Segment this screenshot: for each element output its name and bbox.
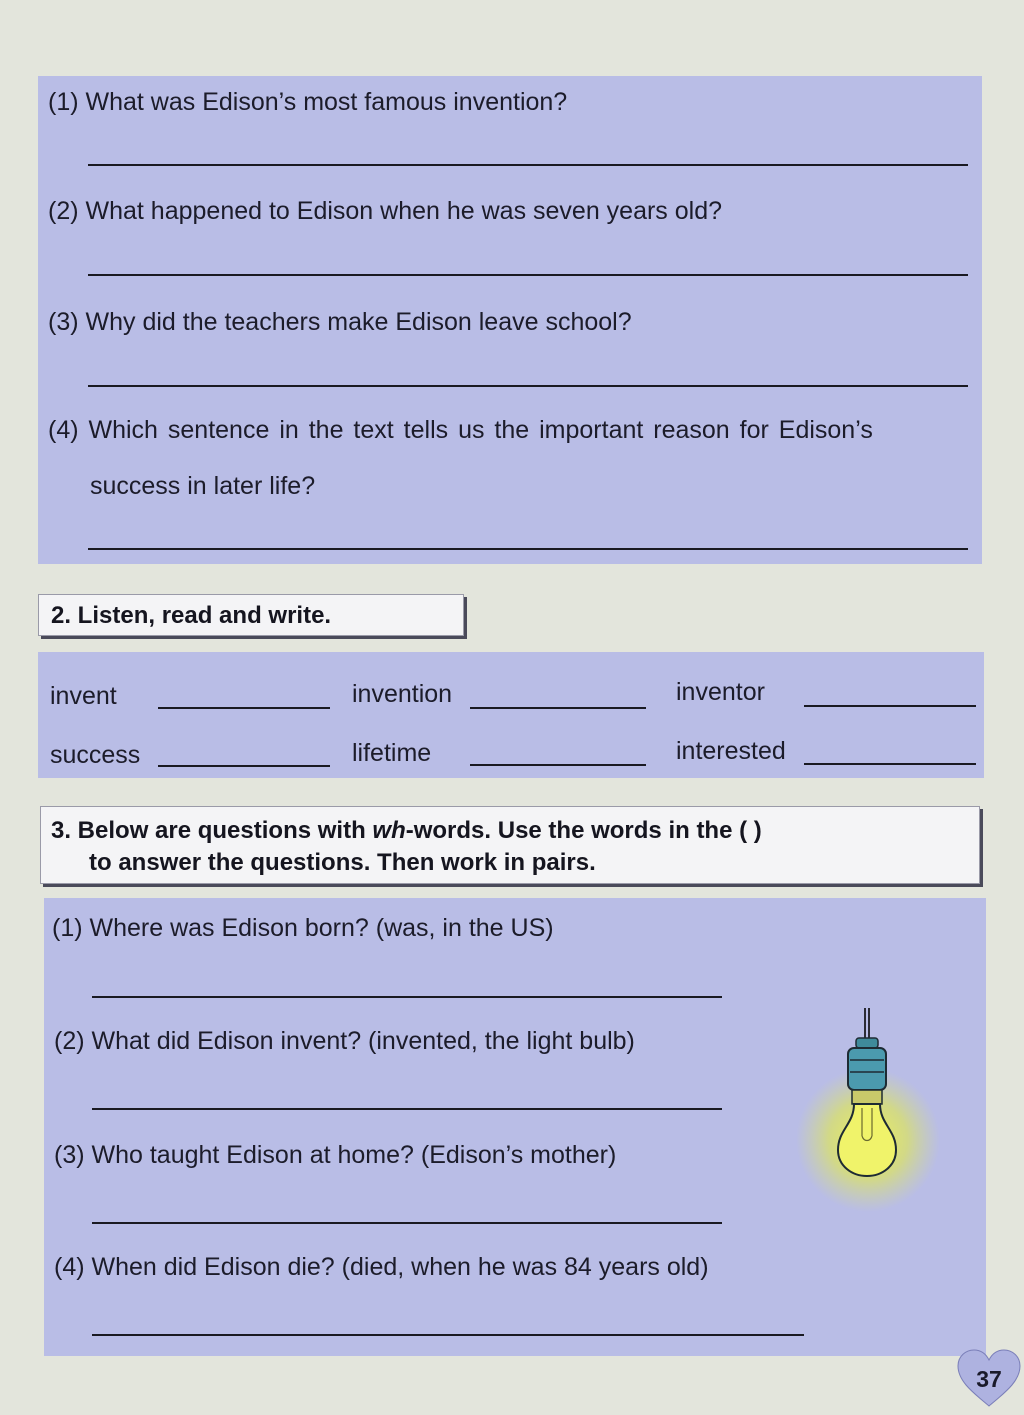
s1-answer-line-1[interactable] (88, 164, 968, 166)
word-success: success (50, 741, 141, 769)
s3-answer-line-1[interactable] (92, 996, 722, 998)
section3-heading-line1-pre: 3. Below are questions with (51, 817, 373, 844)
s1-question-2: (2) What happened to Edison when he was seven years old? (48, 197, 723, 225)
word-inventor: inventor (676, 678, 765, 706)
section2-heading (38, 594, 464, 636)
section3-heading-wh: wh (372, 817, 406, 844)
word-invention-blank[interactable] (470, 707, 646, 709)
word-invent: invent (50, 682, 117, 710)
word-invent-blank[interactable] (158, 707, 330, 709)
section3-heading-line1-post: -words. Use the words in the ( ) (405, 817, 762, 844)
page-number-badge (955, 1348, 1023, 1408)
section2-heading-text: 2. Listen, read and write. (51, 602, 332, 629)
s1-question-3: (3) Why did the teachers make Edison leave school? (48, 308, 632, 336)
s3-answer-line-2[interactable] (92, 1108, 722, 1110)
s3-question-4: (4) When did Edison die? (died, when he was 84 years old) (54, 1253, 709, 1281)
word-invention: invention (352, 680, 453, 708)
word-success-blank[interactable] (158, 765, 330, 767)
s1-question-1: (1) What was Edison’s most famous invention? (48, 88, 568, 116)
s3-answer-line-3[interactable] (92, 1222, 722, 1224)
section2-panel (38, 652, 984, 778)
word-inventor-blank[interactable] (804, 705, 976, 707)
s1-question-4: (4) Which sentence in the text tells us the important reason for Edison’s (48, 416, 873, 444)
word-interested: interested (676, 737, 786, 765)
light-bulb-icon (790, 1004, 950, 1224)
s3-question-3: (3) Who taught Edison at home? (Edison’s mother) (54, 1141, 617, 1169)
s1-answer-line-4[interactable] (88, 548, 968, 550)
word-lifetime-blank[interactable] (470, 764, 646, 766)
s3-answer-line-4[interactable] (92, 1334, 804, 1336)
section3-heading-line1 (51, 817, 762, 845)
word-interested-blank[interactable] (804, 763, 976, 765)
word-lifetime: lifetime (352, 739, 432, 767)
s1-question-4-continued: success in later life? (90, 472, 316, 500)
page-number: 37 (976, 1366, 1002, 1392)
s1-answer-line-3[interactable] (88, 385, 968, 387)
s3-question-1: (1) Where was Edison born? (was, in the US) (52, 914, 554, 942)
section3-heading-line2: to answer the questions. Then work in pairs. (89, 849, 596, 876)
s3-question-2: (2) What did Edison invent? (invented, the light bulb) (54, 1027, 635, 1055)
s1-answer-line-2[interactable] (88, 274, 968, 276)
section3-heading (40, 806, 980, 884)
